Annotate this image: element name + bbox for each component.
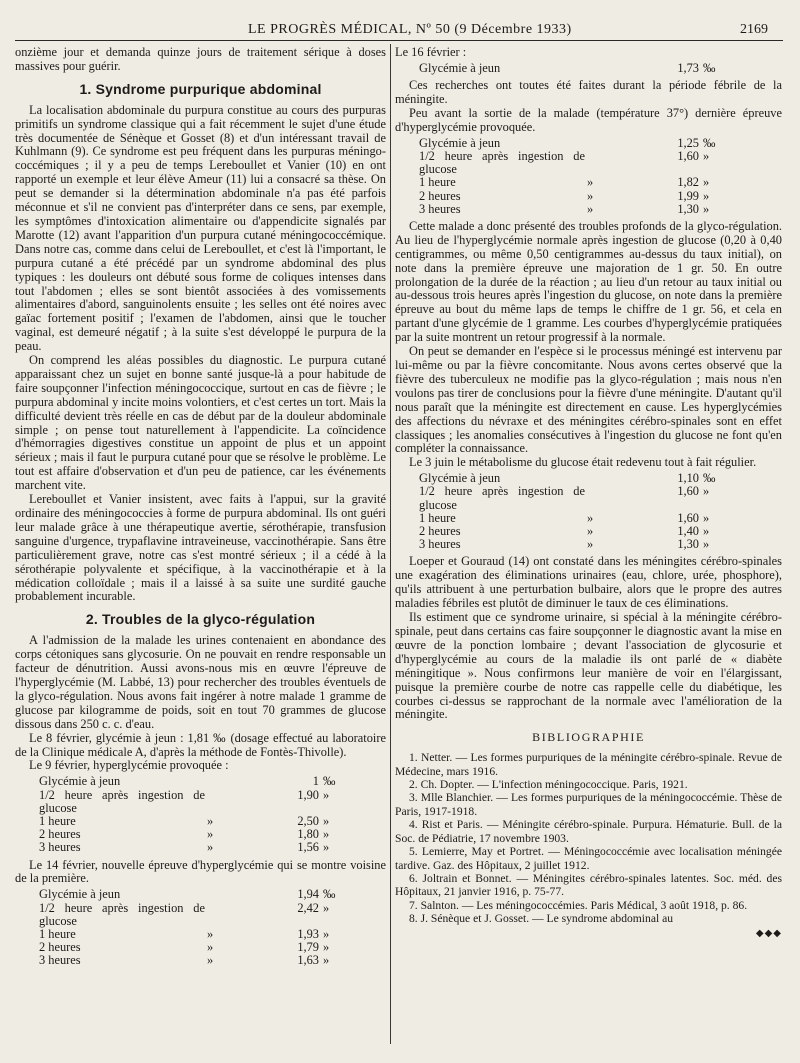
ditto-mark: »	[587, 188, 594, 203]
ditto-mark	[585, 472, 657, 485]
unit-mark: »	[703, 175, 710, 190]
unit-mark: ‰	[323, 887, 336, 902]
header-rule	[15, 40, 783, 41]
unit-mark: »	[703, 537, 710, 552]
row-label: 3 heures	[39, 953, 81, 968]
row-label: 1 heure	[419, 510, 456, 525]
glycemia-table	[419, 137, 715, 216]
right-column	[395, 46, 782, 940]
glycemia-row	[39, 815, 335, 828]
ditto-mark: »	[207, 827, 214, 842]
paragraph: Ils estiment que ce syndrome urinaire, si spécial à la méningite cérébro-spinale, peut dans certains cas faire soupçonner le diagnostic avant la mise en œuvre de la ponction lombaire ; devant l'association de glycosurie et d'hyperglycémie au cours de la maladie ils ont parlé de « diabète méningitique ». Nous confirmons leur manière de voir en l'élargissant, puisque la première courbe de notre cas rappelle celle du diabétique, les courbes ci-dessus se rapprochant de la normale avec l'amélioration de la méningite.	[395, 610, 782, 722]
ditto-mark	[205, 888, 277, 901]
unit-mark: »	[703, 484, 710, 499]
ditto-mark: »	[587, 510, 594, 525]
unit-mark: »	[323, 827, 330, 842]
unit-mark: »	[703, 188, 710, 203]
glycemia-value: 1,90	[297, 787, 319, 802]
glycemia-value: 1,30	[677, 537, 699, 552]
glycemia-value: 1,25	[677, 135, 699, 150]
row-label: Glycémie à jeun	[419, 135, 501, 150]
ditto-mark	[585, 150, 657, 176]
row-label: Glycémie à jeun	[39, 774, 121, 789]
row-label: Glycémie à jeun	[39, 887, 121, 902]
row-label: 1/2 heure après ingestion de glucose	[39, 787, 205, 815]
glycemia-value: 1,94	[297, 887, 319, 902]
paragraph: La localisation abdominale du purpura constitue au cours des purpuras primitifs un syndrome classique qui a fait récemment le sujet d'une étude très documentée de Sénèque et Gosset (8) et d'un intéressant travail de Kuhlmann (9). Ce syndrome est peu fréquent dans les purpuras méningo-coccémiques ; il y a peu de temps Lereboullet et Vanier (10) en ont rapporté un exemple et leur élève Ameur (11) lui a consacré sa thèse. On peut se demander si la détermination abdominale n'a pas été parfois méconnue et s'il ne convient pas d'interpréter dans ce sens, par exemple, les symptômes d'intoxication alimentaire ou d'appendicite signalés par Marotte (12) avant l'apparition d'un purpura cutané méningococcémique. Dans notre cas, comme dans celui de Lereboullet, et c'est là l'important, le purpura cutané a été précédé par un syndrome abdominal des plus typiques : les douleurs ont débuté sous forme de coliques intenses dans tout l'abdomen ; elles se sont bientôt associées à des vomissements alimentaires d'abord, sanguinolents ensuite ; les selles ont été noires avec gaïac fortement positif ; l'examen de l'abdomen, ainsi que le toucher vaginal, est demeuré négatif ; à la suite s'est développé le purpura de la peau.	[15, 102, 386, 354]
reference-item: 8. J. Sénèque et J. Gosset. — Le syndrome abdominal au	[409, 912, 674, 926]
glycemia-value: 1,99	[677, 188, 699, 203]
end-ornament: ◆◆◆	[755, 927, 782, 939]
ditto-mark: »	[207, 953, 214, 968]
ditto-mark	[205, 789, 277, 815]
unit-mark: »	[323, 940, 330, 955]
glycemia-value: 2,50	[297, 813, 319, 828]
row-label: 1/2 heure après ingestion de glucose	[419, 148, 585, 177]
glycemia-value: 1	[312, 774, 319, 789]
paragraph: Le 9 février, hyperglycémie provoquée :	[29, 758, 229, 773]
glycemia-value: 1,10	[677, 471, 699, 486]
glycemia-value: 1,60	[677, 484, 699, 499]
glycemia-value: 1,56	[297, 840, 319, 855]
section-heading-purpura: 1. Syndrome purpurique abdominal	[79, 80, 322, 97]
unit-mark: »	[323, 953, 330, 968]
glycemia-value: 1,40	[677, 524, 699, 539]
paragraph: Lereboullet et Vanier insistent, avec faits à l'appui, sur la gravité ordinaire des méningococcies à forme de purpura abdominal. Ils ont guéri leur malade grâce à une thérapeutique avertie, sérothérapie, transfusion sanguine d'urgence, trypaflavine intraveineuse, vaccinothérapie. Sans être particulièrement grave, notre cas s'est montré sérieux ; il a cédé à la sérothérapie polyvalente et spécifique, à la vaccinothérapie et à la médication colloïdale ; mais il a laissé à sa suite une surdité gauche probablement incurable.	[15, 492, 386, 604]
glycemia-row	[39, 775, 335, 788]
left-column	[15, 46, 386, 972]
glycemia-row	[39, 928, 335, 941]
ditto-mark	[585, 485, 657, 511]
ditto-mark: »	[207, 940, 214, 955]
page-number: 2169	[740, 22, 768, 37]
glycemia-table	[419, 62, 715, 75]
glycemia-row	[39, 954, 335, 967]
intro-paragraph: onzième jour et demanda quinze jours de traitement sérique à doses massives pour guérir.	[15, 45, 386, 73]
paragraph: Loeper et Gouraud (14) ont constaté dans les méningites cérébro-spinales une exagération des éliminations urinaires (eau, chlore, urée, phosphore), qu'ils attribuent à une perturbation bulbaire, alors que le propre des autres maladies fébriles est plutôt de diminuer le taux de ces éliminations.	[395, 554, 782, 611]
glycemia-row	[39, 941, 335, 954]
glycemia-row	[419, 150, 715, 176]
row-label: Glycémie à jeun	[419, 60, 501, 75]
reference-item: 2. Ch. Dopter. — L'infection méningococcique. Paris, 1921.	[409, 778, 688, 792]
glycemia-table	[39, 775, 335, 854]
glycemia-row	[419, 190, 715, 203]
row-label: 2 heures	[39, 827, 81, 842]
row-label: 1/2 heure après ingestion de glucose	[39, 900, 205, 928]
ditto-mark: »	[587, 201, 594, 216]
reference-item: 6. Joltrain et Bonnet. — Méningites cérébro-spinales latentes. Soc. méd. des Hôpitaux, 21 janvier 1916, p. 75-77.	[395, 871, 782, 899]
paragraph: Peu avant la sortie de la malade (température 37°) dernière épreuve d'hyperglycémie provoquée.	[395, 105, 782, 134]
column-divider	[390, 44, 391, 1044]
reference-item: 7. Salnton. — Les méningococcémies. Paris Médical, 3 août 1918, p. 86.	[409, 898, 748, 912]
unit-mark: ‰	[703, 471, 716, 486]
glycemia-row	[419, 176, 715, 189]
unit-mark: »	[703, 524, 710, 539]
paragraph: Le 16 février :	[395, 45, 467, 59]
glycemia-table	[419, 472, 715, 551]
paragraph: Le 3 juin le métabolisme du glucose était redevenu tout à fait régulier.	[409, 455, 757, 470]
unit-mark: »	[323, 840, 330, 855]
ditto-mark: »	[207, 813, 214, 828]
reference-item: 3. Mlle Blanchier. — Les formes purpuriques de la méningococcémie. Thèse de Paris, 1917-1918.	[395, 791, 782, 818]
ditto-mark	[205, 902, 277, 928]
glycemia-table	[39, 888, 335, 967]
glycemia-row	[419, 62, 715, 75]
glycemia-row	[419, 512, 715, 525]
ditto-mark: »	[207, 840, 214, 855]
paragraph: On peut se demander en l'espèce si le processus méningé est intervenu par lui-même ou par la fièvre concomitante. Nous avons certes observé que la fièvre des tuberculeux ne modifie pas la glyco-régulation ; mais nous n'en voulons pas tirer de conclusions pour la fièvre d'une méningite. D'autant qu'il nous paraît que la méningite est directement en cause. Les hyperglycémies des affections du névraxe et des méningites cérébro-spinales sont en effet classiques ; les anomalies consécutives à l'ingestion du glucose ne font qu'en compléter la connaissance.	[395, 344, 782, 456]
glycemia-value: 1,79	[297, 940, 319, 955]
paragraph: Ces recherches ont toutes été faites durant la période fébrile de la méningite.	[395, 78, 782, 107]
glycemia-value: 1,82	[677, 175, 699, 190]
row-label: 3 heures	[419, 537, 461, 552]
row-label: 2 heures	[419, 524, 461, 539]
ditto-mark: »	[587, 175, 594, 190]
glycemia-row	[39, 841, 335, 854]
row-label: 2 heures	[419, 188, 461, 203]
row-label: 2 heures	[39, 940, 81, 955]
unit-mark: ‰	[703, 135, 716, 150]
unit-mark: »	[323, 787, 330, 802]
section-heading-glyco: 2. Troubles de la glyco-régulation	[85, 611, 316, 628]
unit-mark: »	[323, 813, 330, 828]
glycemia-value: 1,80	[297, 827, 319, 842]
paragraph: On comprend les aléas possibles du diagnostic. Le purpura cutané apparaissant chez un sujet en bonne santé jusque-là a pour habitude de faire soupçonner l'infection méningococcique, surtout en cas de fièvre ; le purpura abdominal y incite moins volontiers, et c'est certes un tort. Mais la difficulté devient très réelle en cas de début par de la douleur abdominale simple ; on pense tout naturellement à l'appendicite. La coïncidence d'hémorragies digestives constitue un appoint de plus et un appoint sérieux ; mais il faut le purpura cutané pour que se résolve le problème. Le tout est affaire d'observation et d'un peu de patience, car les événements marchent vite.	[15, 353, 386, 493]
unit-mark: ‰	[703, 60, 716, 75]
unit-mark: »	[703, 510, 710, 525]
row-label: 1 heure	[39, 813, 76, 828]
reference-item: 5. Lemierre, May et Portret. — Méningococcémie avec localisation méningée tardive. Gaz. des Hôpitaux, 2 juillet 1912.	[395, 845, 782, 872]
glycemia-value: 1,60	[677, 148, 699, 163]
paragraph: Le 8 février, glycémie à jeun : 1,81 ‰ (dosage effectué au laboratoire de la Clinique médicale A, d'après la méthode de Fontès-Thivolle).	[15, 730, 386, 759]
journal-title: LE PROGRÈS MÉDICAL, Nº 50 (9 Décembre 1933)	[248, 22, 572, 37]
glycemia-value: 1,73	[677, 60, 699, 75]
glycemia-row	[419, 525, 715, 538]
glycemia-value: 1,63	[297, 953, 319, 968]
glycemia-row	[419, 538, 715, 551]
glycemia-value: 1,93	[297, 926, 319, 941]
ditto-mark: »	[587, 524, 594, 539]
page-header	[0, 0, 800, 42]
glycemia-row	[419, 203, 715, 216]
unit-mark: »	[703, 148, 710, 163]
paragraph: Cette malade a donc présenté des troubles profonds de la glyco-régulation. Au lieu de l'hyperglycémie normale après ingestion de glucose (0,20 à 0,40 centigrammes, ou même 0,50 centigrammes au-dessus du taux initial), on note dans la première épreuve une majoration de 1 gr. 50. En outre prolongation de la durée de la réaction ; au lieu d'un retour au taux initial ou au-dessous trois heures après l'ingestion du glucose, on note dans la première épreuve au bout du même laps de temps le chiffre de 1 gr. 56, et cela en partant d'une glycémie de 1 gramme. Les courbes d'hyperglycémie pratiquées par la suite montrent un retour progressif à la normale.	[395, 218, 782, 345]
bibliography-list	[395, 751, 782, 925]
ditto-mark	[585, 137, 657, 150]
row-label: 1 heure	[39, 926, 76, 941]
unit-mark: ‰	[323, 774, 336, 789]
row-label: 1 heure	[419, 175, 456, 190]
unit-mark: »	[323, 926, 330, 941]
glycemia-row	[39, 888, 335, 901]
row-label: 3 heures	[419, 201, 461, 216]
reference-item: 4. Rist et Paris. — Méningite cérébro-spinale. Purpura. Hématurie. Bull. de la Soc. de Pédiatrie, 17 novembre 1903.	[395, 818, 782, 845]
glycemia-value: 1,30	[677, 201, 699, 216]
ditto-mark	[585, 62, 657, 75]
ditto-mark: »	[587, 537, 594, 552]
glycemia-row	[419, 137, 715, 150]
glycemia-value: 2,42	[297, 900, 319, 915]
glycemia-row	[39, 828, 335, 841]
ditto-mark	[205, 775, 277, 788]
unit-mark: »	[323, 900, 330, 915]
glycemia-row	[39, 902, 335, 928]
row-label: 1/2 heure après ingestion de glucose	[419, 484, 585, 512]
glycemia-value: 1,60	[677, 510, 699, 525]
reference-item: 1. Netter. — Les formes purpuriques de la méningite cérébro-spinale. Revue de Médecine, mars 1916.	[395, 751, 782, 778]
bibliography-heading: BIBLIOGRAPHIE	[532, 730, 645, 745]
row-label: Glycémie à jeun	[419, 471, 501, 486]
glycemia-row	[39, 789, 335, 815]
row-label: 3 heures	[39, 840, 81, 855]
paragraph: Le 14 février, nouvelle épreuve d'hyperglycémie qui se montre voisine de la première.	[15, 857, 386, 886]
unit-mark: »	[703, 201, 710, 216]
glycemia-row	[419, 485, 715, 511]
paragraph: A l'admission de la malade les urines contenaient en abondance des corps cétoniques sans glycosurie. On ne pouvait en rendre responsable un facteur de dénutrition. Aussi avons-nous mis en œuvre l'épreuve de l'hyperglycémie (M. Labbé, 13) pour rechercher des troubles éventuels de la glyco-régulation. Nous avons fait ingérer à notre malade 1 gramme de glucose par kilogramme de poids, soit en tout 70 grammes de glucose dissous dans 250 c. c. d'eau.	[15, 633, 386, 731]
ditto-mark: »	[207, 926, 214, 941]
